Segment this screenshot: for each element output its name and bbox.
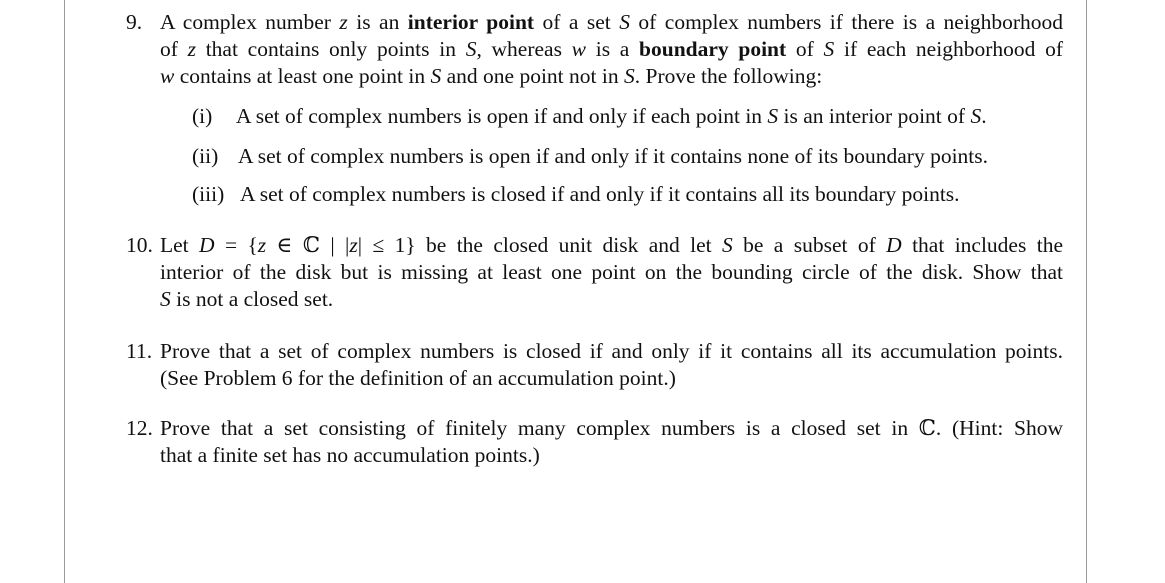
- problem-line: Let D = {z ∈ ℂ | |z| ≤ 1} be the closed unit disk and let S be a subset of D that includes the: [160, 233, 1063, 257]
- problem-line: (See Problem 6 for the definition of an accumulation point.): [160, 366, 676, 390]
- problem-10: [126, 232, 1063, 313]
- problem-body: [126, 338, 1063, 392]
- problem-line: w contains at least one point in S and one point not in S. Prove the following:: [160, 64, 823, 88]
- problem-line: of z that contains only points in S, whereas w is a boundary point of S if each neighborhood of: [160, 37, 1063, 61]
- problem-line: that a finite set has no accumulation points.): [160, 443, 540, 467]
- problem-line: Prove that a set of complex numbers is closed if and only if it contains all its accumulation points.: [160, 339, 1063, 363]
- problem-body: [126, 415, 1063, 469]
- subitem-label: (iii): [192, 182, 225, 206]
- problem-line: A complex number z is an interior point of a set S of complex numbers if there is a neighborhood: [160, 10, 1063, 34]
- problem-number: 10.: [126, 233, 153, 257]
- term-boundary-point: boundary point: [639, 37, 787, 61]
- problem-12: [126, 415, 1063, 469]
- subitem-label: (ii): [192, 144, 219, 168]
- problem-line: Prove that a set consisting of finitely many complex numbers is a closed set in ℂ. (Hint: Show: [160, 416, 1063, 440]
- problem-9: [126, 9, 1063, 90]
- subitem-label: (i): [192, 104, 213, 128]
- page-left-border: [64, 0, 65, 583]
- subitem-ii: (ii) A set of complex numbers is open if and only if it contains none of its boundary points.: [192, 144, 989, 168]
- term-interior-point: interior point: [407, 10, 535, 34]
- subitem-i: (i) A set of complex numbers is open if and only if each point in S is an interior point of S.: [192, 104, 987, 128]
- problem-11: [126, 338, 1063, 392]
- page-right-border: [1086, 0, 1087, 583]
- problem-number: 9.: [126, 10, 143, 34]
- problem-number: 12.: [126, 416, 153, 440]
- problem-number: 11.: [126, 339, 153, 363]
- problem-line: interior of the disk but is missing at least one point on the bounding circle of the disk. Show that: [160, 260, 1063, 284]
- problem-line: S is not a closed set.: [160, 287, 334, 311]
- problem-body: [126, 9, 1063, 90]
- problem-body: [126, 232, 1063, 313]
- subitem-iii: (iii) A set of complex numbers is closed if and only if it contains all its boundary points.: [192, 182, 960, 206]
